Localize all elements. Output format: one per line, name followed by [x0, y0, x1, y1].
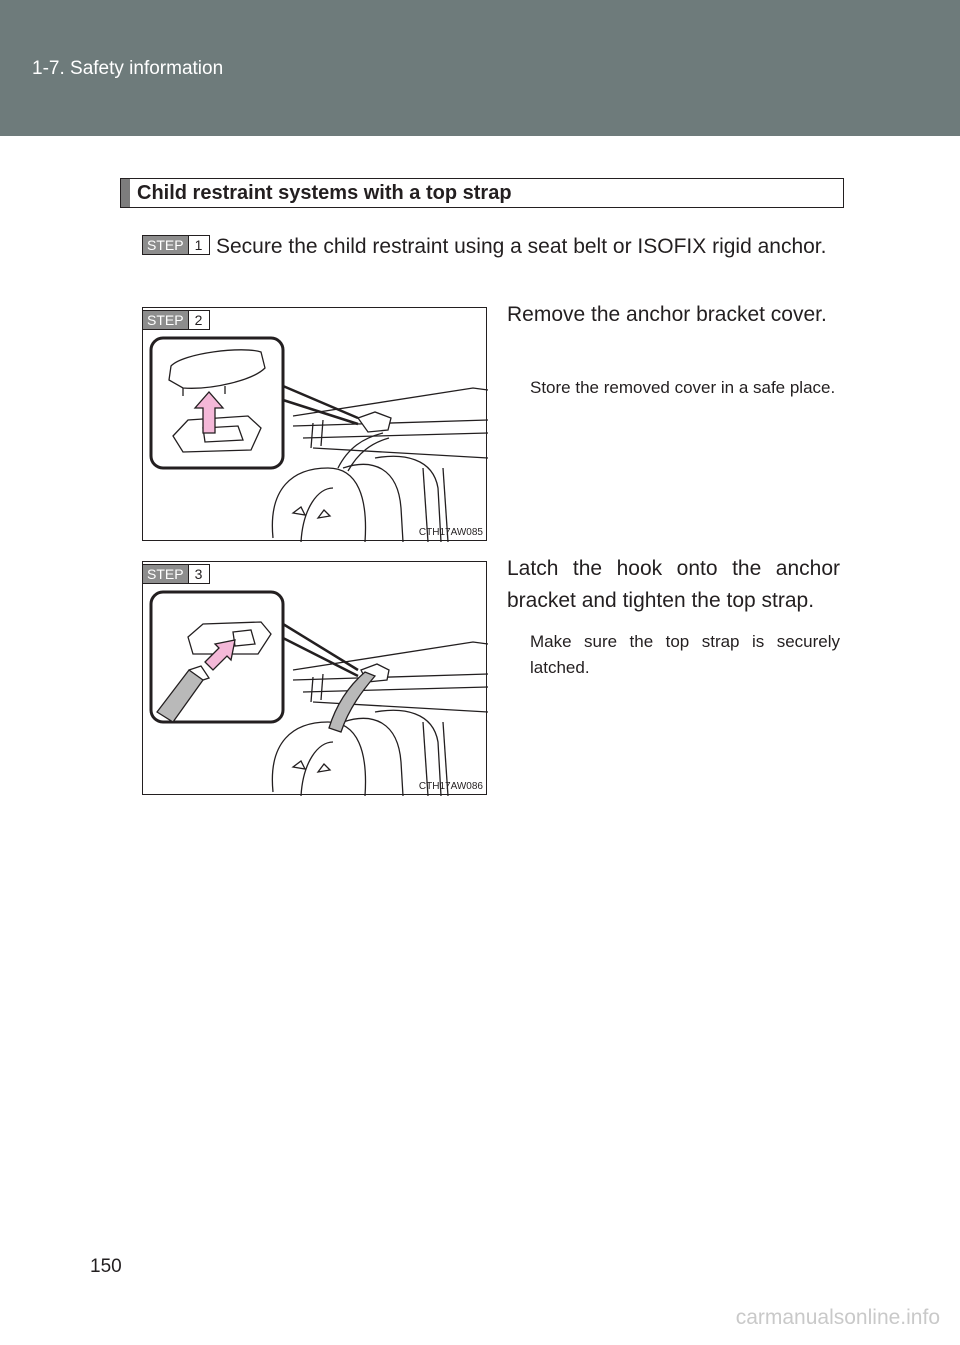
page-number: 150 [90, 1256, 122, 1277]
step-2-text: Remove the anchor bracket cover. [507, 303, 827, 326]
top-strap-illustration [143, 562, 488, 796]
step-number: 2 [188, 311, 209, 329]
step-3-figure [142, 561, 487, 795]
anchor-cover-illustration [143, 308, 488, 542]
step-3-text: Latch the hook onto the anchor bracket and tighten the top strap. [507, 557, 840, 612]
section-title-box [120, 178, 844, 208]
step-word: STEP [143, 311, 188, 329]
step-number: 1 [188, 236, 209, 254]
watermark: carmanualsonline.info [735, 1306, 940, 1329]
step-word: STEP [143, 236, 188, 254]
step-3-note: Make sure the top strap is securely latched. [530, 632, 840, 677]
step-1-badge [142, 235, 210, 255]
section-title-bar [121, 179, 130, 207]
figure-code: CTH17AW086 [418, 781, 483, 792]
section-title: Child restraint systems with a top strap [137, 182, 512, 204]
step-2-note: Store the removed cover in a safe place. [530, 378, 836, 397]
step-3-badge [142, 564, 210, 584]
step-2-figure [142, 307, 487, 541]
top-strap [329, 672, 375, 732]
step-number: 3 [188, 565, 209, 583]
figure-code: CTH17AW085 [418, 527, 483, 538]
step-word: STEP [143, 565, 188, 583]
section-reference: 1-7. Safety information [32, 58, 224, 79]
page-header [0, 0, 960, 136]
step-2-badge [142, 310, 210, 330]
step-1-text: Secure the child restraint using a seat belt or ISOFIX rigid anchor. [216, 235, 827, 258]
